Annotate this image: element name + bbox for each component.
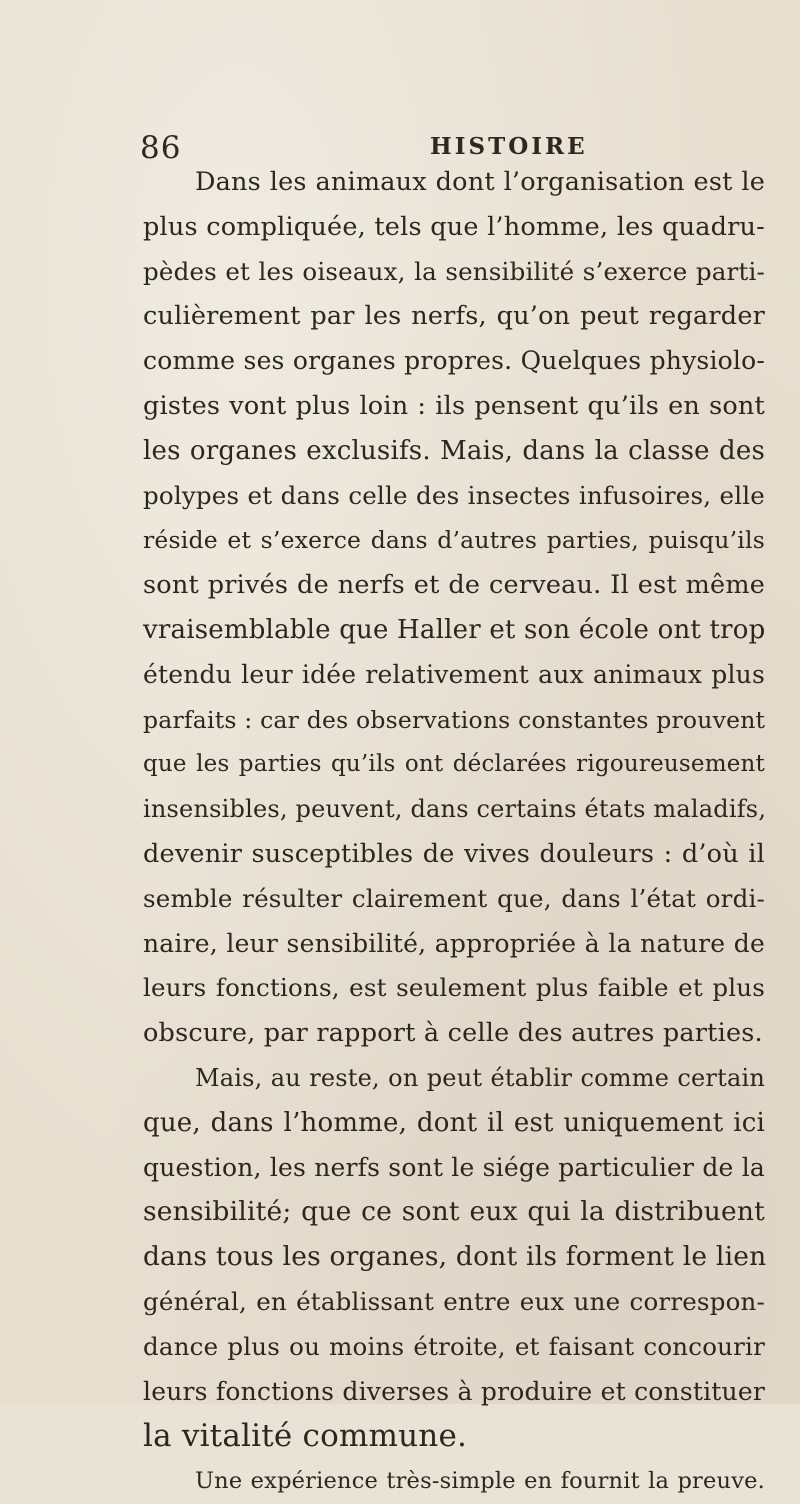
text-line: culièrement par les nerfs, qu’on peut regarder xyxy=(143,301,765,332)
text-line: semble résulter clairement que, dans l’état ordi- xyxy=(143,883,765,913)
text-line: Une expérience très-simple en fournit la preuve. xyxy=(195,1468,765,1495)
body-text xyxy=(143,160,765,1504)
text-line: gistes vont plus loin : ils pensent qu’ils en sont xyxy=(143,390,765,421)
text-line: la vitalité commune. xyxy=(143,1418,468,1455)
text-line: insensibles, peuvent, dans certains états maladifs, xyxy=(143,795,767,824)
text-line: devenir susceptibles de vives douleurs : d’où il xyxy=(143,838,765,869)
text-line: vraisemblable que Haller et son école ont trop xyxy=(143,614,766,645)
text-line: que les parties qu’ils ont déclarées rigoureusement xyxy=(143,751,765,778)
text-line: général, en établissant entre eux une correspon- xyxy=(143,1286,765,1316)
text-line: naire, leur sensibilité, appropriée à la nature de xyxy=(143,928,765,958)
text-line: étendu leur idée relativement aux animaux plus xyxy=(143,659,765,689)
text-line: polypes et dans celle des insectes infusoires, elle xyxy=(143,480,765,510)
text-line: question, les nerfs sont le siége particulier de la xyxy=(143,1152,765,1182)
text-line: dans tous les organes, dont ils forment le lien xyxy=(143,1241,767,1273)
text-line: Dans les animaux dont l’organisation est le xyxy=(195,167,765,197)
text-line: les organes exclusifs. Mais, dans la classe des xyxy=(143,435,765,466)
text-line: sont privés de nerfs et de cerveau. Il est même xyxy=(143,570,765,601)
text-line: réside et s’exerce dans d’autres parties, puisqu’ils xyxy=(143,526,765,555)
text-line: parfaits : car des observations constantes prouvent xyxy=(143,705,766,734)
text-line: dance plus ou moins étroite, et faisant concourir xyxy=(143,1331,765,1361)
text-line: leurs fonctions diverses à produire et constituer xyxy=(143,1376,765,1406)
running-head: HISTOIRE xyxy=(430,133,588,160)
text-line: sensibilité; que ce sont eux qui la distribuent xyxy=(143,1196,765,1228)
page-number: 86 xyxy=(140,130,182,166)
text-line: obscure, par rapport à celle des autres parties. xyxy=(143,1018,763,1049)
text-line: plus compliquée, tels que l’homme, les quadru- xyxy=(143,211,765,242)
text-line: Mais, au reste, on peut établir comme certain xyxy=(195,1063,765,1092)
text-line: pèdes et les oiseaux, la sensibilité s’exerce parti- xyxy=(143,256,765,286)
text-line: comme ses organes propres. Quelques physiolo- xyxy=(143,346,765,376)
text-line: leurs fonctions, est seulement plus faible et plus xyxy=(143,973,765,1003)
text-line: que, dans l’homme, dont il est uniquement ici xyxy=(143,1107,765,1138)
